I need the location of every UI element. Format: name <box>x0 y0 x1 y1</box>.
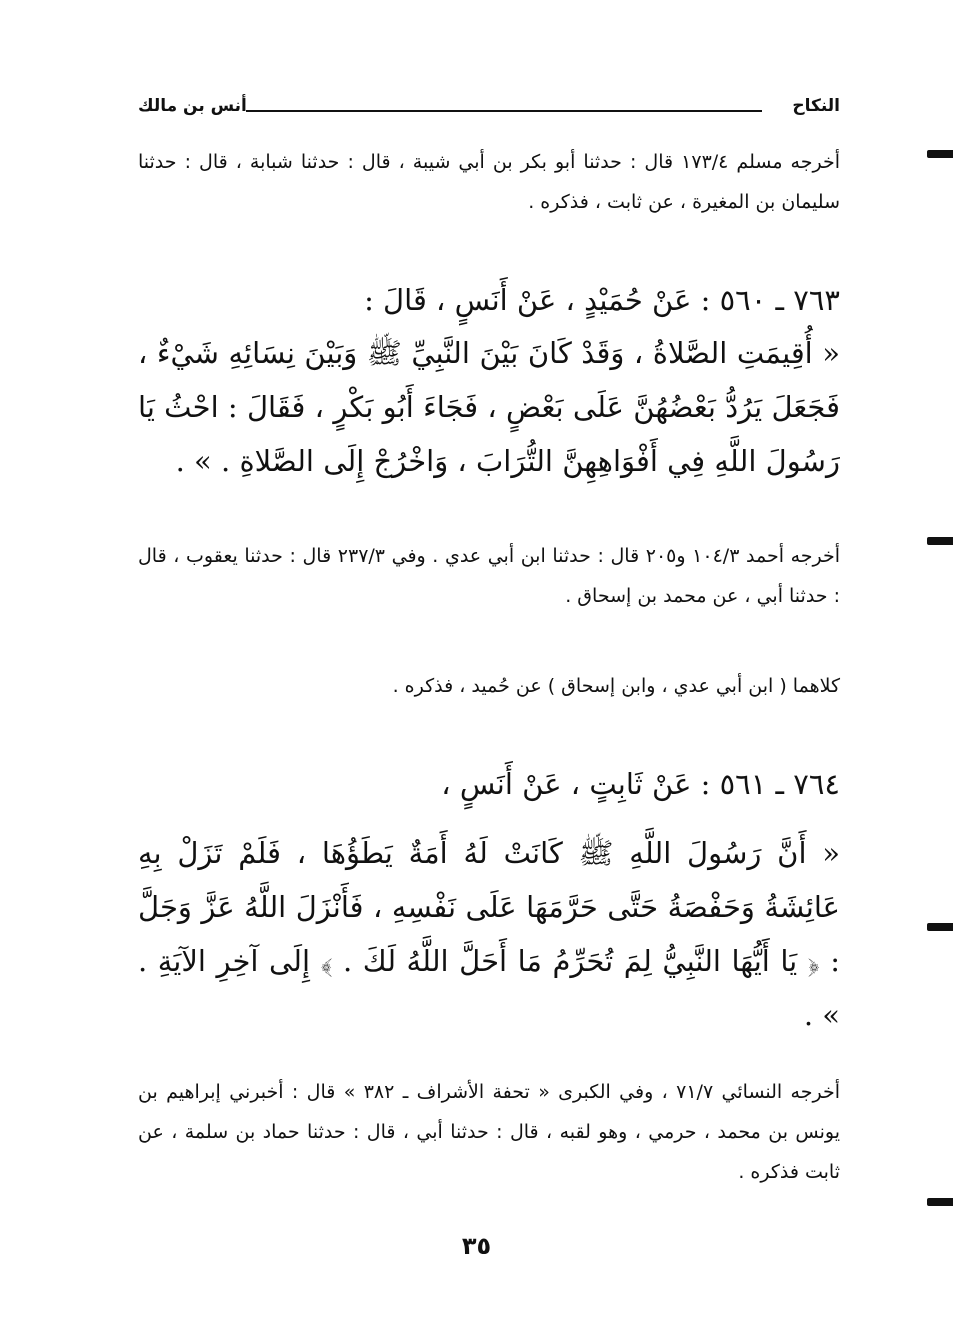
page-number: ٣٥ <box>461 1232 492 1260</box>
header-rule <box>246 110 762 112</box>
footnote-muslim: أخرجه مسلم ١٧٣/٤ قال : حدثنا أبو بكر بن أبي شيبة ، قال : حدثنا شبابة ، قال : حدثنا سليمان بن المغيرة ، عن ثابت ، فذكره . <box>138 151 840 213</box>
hadith-764-text: « أَنَّ رَسُولَ اللَّهِ ﷺ كَانَتْ لَهُ أَمَةٌ يَطَؤُهَا ، فَلَمْ تَزَلْ بِهِ عَائِشَةُ وَحَفْصَةُ حَتَّى حَرَّمَهَا عَلَى نَفْسِهِ ، فَأَنْزَلَ اللَّهُ عَزَّ وَجَلَّ : ﴿ يَا أَيُّهَا النَّبِيُّ لِمَ تُحَرِّمُ مَا أَحَلَّ اللَّهُ لَكَ . ﴾ إِلَى آخِرِ الآيَةِ . » . <box>138 836 840 1032</box>
footnote-both: كلاهما ( ابن أبي عدي ، وابن إسحاق ) عن حُميد ، فذكره . <box>392 675 840 697</box>
footnote-ahmad: أخرجه أحمد ١٠٤/٣ و٢٠٥ قال : حدثنا ابن أبي عدي . وفي ٢٣٧/٣ قال : حدثنا يعقوب ، قال : حدثنا أبي ، عن محمد بن إسحاق . <box>138 545 841 607</box>
narrator-title: أنس بن مالك <box>138 96 247 116</box>
edge-mark <box>927 537 953 545</box>
edge-mark <box>927 1198 953 1206</box>
edge-mark <box>927 923 953 931</box>
hadith-763-heading: ٧٦٣ ـ ٥٦٠ : عَنْ حُمَيْدٍ ، عَنْ أَنَسٍ ، قَالَ : <box>364 283 840 317</box>
hadith-763-text: « أُقِيمَتِ الصَّلاةُ ، وَقَدْ كَانَ بَيْنَ النَّبِيِّ ﷺ وَبَيْنَ نِسَائِهِ شَيْءٌ ، فَجَعَلَ يَرُدُّ بَعْضُهُنَّ عَلَى بَعْضٍ ، فَجَاءَ أَبُو بَكْرٍ ، فَقَالَ : احْثُ يَا رَسُولَ اللَّهِ فِي أَفْوَاهِهِنَّ التُّرَابَ ، وَاخْرُجْ إِلَى الصَّلاةِ . » . <box>138 336 840 478</box>
chapter-title: النكاح <box>792 96 840 116</box>
running-header <box>138 96 840 126</box>
footnote-nasai: أخرجه النسائي ٧١/٧ ، وفي الكبرى « تحفة الأشراف ـ ٣٨٢ » قال : أخبرني إبراهيم بن يونس بن محمد ، حرمي ، وهو لقبه ، قال : حدثنا أبي ، قال : حدثنا حماد بن سلمة ، عن ثابت فذكره . <box>138 1081 840 1183</box>
hadith-764-heading: ٧٦٤ ـ ٥٦١ : عَنْ ثَابِتٍ ، عَنْ أَنَسٍ ، <box>441 767 840 801</box>
edge-mark <box>927 150 953 158</box>
